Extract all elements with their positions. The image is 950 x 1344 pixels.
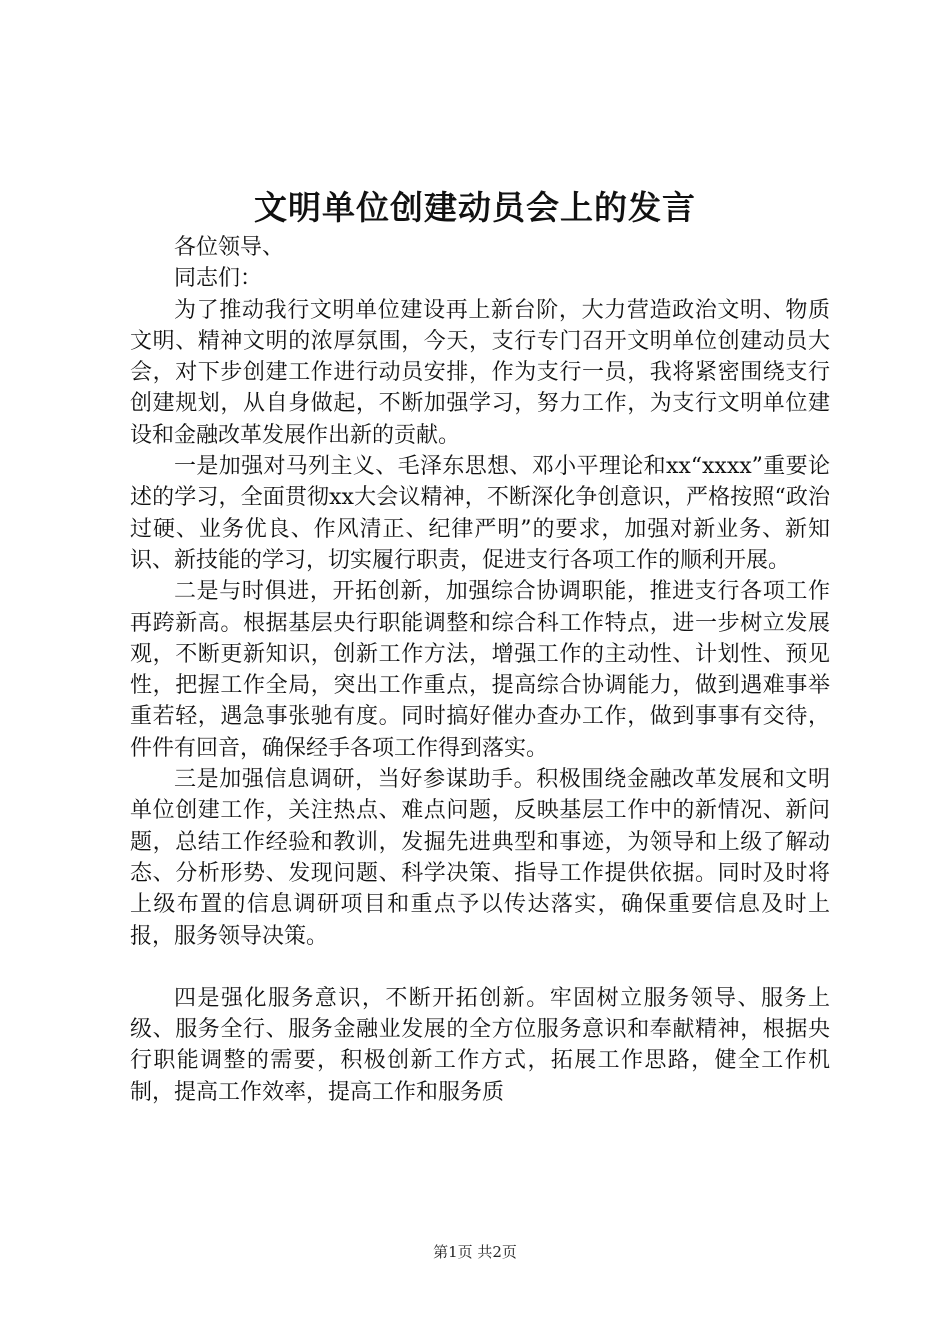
paragraph-point-four: 四是强化服务意识，不断开拓创新。牢固树立服务领导、服务上级、服务全行、服务金融业发展的全方位服务意识和奉献精神，根据央行职能调整的需要，积极创新工作方式，拓展工作思路，健全工作机制，提高工作效率，提高工作和服务质 bbox=[130, 985, 830, 1105]
document-title: 文明单位创建动员会上的发言 bbox=[254, 188, 696, 227]
salutation-leaders: 各位领导、 bbox=[174, 235, 285, 260]
paragraph-point-three: 三是加强信息调研，当好参谋助手。积极围绕金融改革发展和文明单位创建工作，关注热点、难点问题，反映基层工作中的新情况、新问题，总结工作经验和教训，发掘先进典型和事迹，为领导和上级了解动态、分析形势、发现问题、科学决策、指导工作提供依据。同时及时将上级布置的信息调研项目和重点予以传达落实，确保重要信息及时上报，服务领导决策。 bbox=[130, 767, 830, 949]
paragraph-intro: 为了推动我行文明单位建设再上新台阶，大力营造政治文明、物质文明、精神文明的浓厚氛围，今天，支行专门召开文明单位创建动员大会，对下步创建工作进行动员安排，作为支行一员，我将紧密围绕支行创建规划，从自身做起，不断加强学习，努力工作，为支行文明单位建设和金融改革发展作出新的贡献。 bbox=[130, 297, 830, 448]
page-footer: 第1页 共2页 bbox=[433, 1243, 517, 1261]
paragraph-point-one: 一是加强对马列主义、毛泽东思想、邓小平理论和xx“xxxx”重要论述的学习，全面贯彻xx大会议精神，不断深化争创意识，严格按照“政治过硬、业务优良、作风清正、纪律严明”的要求，加强对新业务、新知识、新技能的学习，切实履行职责，促进支行各项工作的顺利开展。 bbox=[130, 454, 830, 573]
document-body bbox=[130, 232, 830, 1108]
salutation-comrades: 同志们： bbox=[174, 266, 263, 292]
paragraph-point-two: 二是与时俱进，开拓创新，加强综合协调职能，推进支行各项工作再跨新高。根据基层央行职能调整和综合科工作特点，进一步树立发展观，不断更新知识，创新工作方法，增强工作的主动性、计划性、预见性，把握工作全局，突出工作重点，提高综合协调能力，做到遇难事举重若轻，遇急事张驰有度。同时搞好催办查办工作，做到事事有交待，件件有回音，确保经手各项工作得到落实。 bbox=[130, 579, 830, 761]
